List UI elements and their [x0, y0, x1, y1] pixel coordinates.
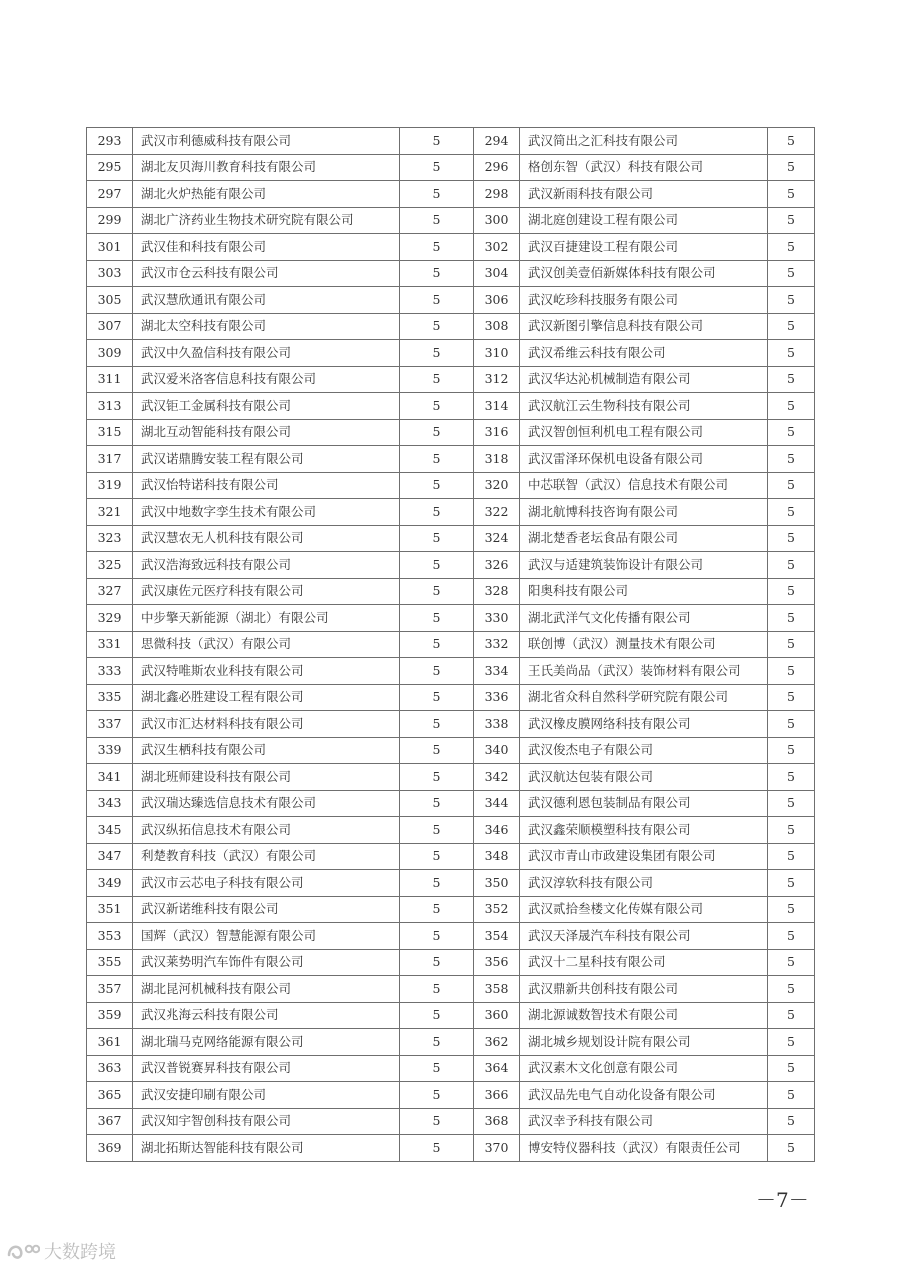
- company-name-cell: 湖北武洋气文化传播有限公司: [520, 605, 768, 632]
- table-row: [87, 817, 815, 844]
- table-row: [87, 790, 815, 817]
- table-row: [87, 976, 815, 1003]
- company-name-cell: 武汉佳和科技有限公司: [133, 234, 400, 261]
- row-number-cell: 350: [474, 870, 520, 897]
- row-number-cell: 364: [474, 1055, 520, 1082]
- score-cell: 5: [400, 578, 474, 605]
- row-number-cell: 324: [474, 525, 520, 552]
- row-number-cell: 319: [87, 472, 133, 499]
- score-cell: 5: [400, 949, 474, 976]
- company-name-cell: 武汉新雨科技有限公司: [520, 181, 768, 208]
- row-number-cell: 316: [474, 419, 520, 446]
- score-cell: 5: [400, 525, 474, 552]
- company-name-cell: 武汉生栖科技有限公司: [133, 737, 400, 764]
- company-name-cell: 武汉中久盈信科技有限公司: [133, 340, 400, 367]
- row-number-cell: 306: [474, 287, 520, 314]
- score-cell: 5: [400, 684, 474, 711]
- row-number-cell: 354: [474, 923, 520, 950]
- row-number-cell: 334: [474, 658, 520, 685]
- score-cell: 5: [400, 128, 474, 155]
- company-name-cell: 武汉普锐赛昇科技有限公司: [133, 1055, 400, 1082]
- company-name-cell: 武汉淳软科技有限公司: [520, 870, 768, 897]
- row-number-cell: 349: [87, 870, 133, 897]
- row-number-cell: 293: [87, 128, 133, 155]
- table-row: [87, 287, 815, 314]
- score-cell: 5: [768, 949, 815, 976]
- company-name-cell: 武汉航江云生物科技有限公司: [520, 393, 768, 420]
- score-cell: 5: [400, 1055, 474, 1082]
- company-name-cell: 武汉纵拓信息技术有限公司: [133, 817, 400, 844]
- score-cell: 5: [768, 737, 815, 764]
- row-number-cell: 341: [87, 764, 133, 791]
- score-cell: 5: [400, 181, 474, 208]
- table-row: [87, 896, 815, 923]
- table-row: [87, 1002, 815, 1029]
- company-name-cell: 湖北广济药业生物技术研究院有限公司: [133, 207, 400, 234]
- score-cell: 5: [768, 605, 815, 632]
- row-number-cell: 339: [87, 737, 133, 764]
- table-row: [87, 154, 815, 181]
- table-row: [87, 1029, 815, 1056]
- company-name-cell: 武汉新图引擎信息科技有限公司: [520, 313, 768, 340]
- table-row: [87, 207, 815, 234]
- company-name-cell: 湖北火炉热能有限公司: [133, 181, 400, 208]
- row-number-cell: 342: [474, 764, 520, 791]
- score-cell: 5: [400, 658, 474, 685]
- row-number-cell: 352: [474, 896, 520, 923]
- row-number-cell: 329: [87, 605, 133, 632]
- company-name-cell: 博安特仪器科技（武汉）有限责任公司: [520, 1135, 768, 1162]
- table-row: [87, 340, 815, 367]
- table-row: [87, 181, 815, 208]
- company-name-cell: 湖北源诚数智技术有限公司: [520, 1002, 768, 1029]
- table-row: [87, 684, 815, 711]
- company-name-cell: 武汉贰拾叁楼文化传媒有限公司: [520, 896, 768, 923]
- row-number-cell: 307: [87, 313, 133, 340]
- table-row: [87, 393, 815, 420]
- score-cell: 5: [768, 1108, 815, 1135]
- score-cell: 5: [768, 499, 815, 526]
- company-name-cell: 武汉爱米洛客信息科技有限公司: [133, 366, 400, 393]
- score-cell: 5: [768, 525, 815, 552]
- score-cell: 5: [400, 923, 474, 950]
- company-name-cell: 阳奥科技有限公司: [520, 578, 768, 605]
- score-cell: 5: [768, 260, 815, 287]
- score-cell: 5: [400, 499, 474, 526]
- score-cell: 5: [400, 605, 474, 632]
- company-name-cell: 武汉市利德威科技有限公司: [133, 128, 400, 155]
- score-cell: 5: [400, 711, 474, 738]
- company-name-cell: 武汉中地数字孪生技术有限公司: [133, 499, 400, 526]
- row-number-cell: 356: [474, 949, 520, 976]
- watermark-text: 大数跨境: [44, 1242, 116, 1263]
- company-name-cell: 湖北省众科自然科学研究院有限公司: [520, 684, 768, 711]
- row-number-cell: 359: [87, 1002, 133, 1029]
- company-name-cell: 武汉德利恩包装制品有限公司: [520, 790, 768, 817]
- score-cell: 5: [400, 366, 474, 393]
- score-cell: 5: [768, 287, 815, 314]
- company-name-cell: 武汉鑫荣顺模塑科技有限公司: [520, 817, 768, 844]
- row-number-cell: 299: [87, 207, 133, 234]
- score-cell: 5: [768, 1135, 815, 1162]
- score-cell: 5: [768, 552, 815, 579]
- score-cell: 5: [768, 472, 815, 499]
- company-name-cell: 湖北班师建设科技有限公司: [133, 764, 400, 791]
- row-number-cell: 348: [474, 843, 520, 870]
- row-number-cell: 318: [474, 446, 520, 473]
- score-cell: 5: [768, 976, 815, 1003]
- row-number-cell: 297: [87, 181, 133, 208]
- score-cell: 5: [400, 976, 474, 1003]
- row-number-cell: 308: [474, 313, 520, 340]
- score-cell: 5: [400, 631, 474, 658]
- company-name-cell: 格创东智（武汉）科技有限公司: [520, 154, 768, 181]
- score-cell: 5: [400, 287, 474, 314]
- score-cell: 5: [768, 366, 815, 393]
- score-cell: 5: [400, 843, 474, 870]
- score-cell: 5: [400, 790, 474, 817]
- score-cell: 5: [400, 1029, 474, 1056]
- row-number-cell: 309: [87, 340, 133, 367]
- company-name-cell: 湖北楚香老坛食品有限公司: [520, 525, 768, 552]
- score-cell: 5: [768, 817, 815, 844]
- row-number-cell: 302: [474, 234, 520, 261]
- company-name-cell: 湖北航博科技咨询有限公司: [520, 499, 768, 526]
- row-number-cell: 328: [474, 578, 520, 605]
- table-row: [87, 578, 815, 605]
- row-number-cell: 338: [474, 711, 520, 738]
- row-number-cell: 343: [87, 790, 133, 817]
- score-cell: 5: [768, 446, 815, 473]
- score-cell: 5: [768, 764, 815, 791]
- row-number-cell: 367: [87, 1108, 133, 1135]
- row-number-cell: 327: [87, 578, 133, 605]
- company-name-cell: 湖北庭创建设工程有限公司: [520, 207, 768, 234]
- company-name-cell: 武汉安捷印刷有限公司: [133, 1082, 400, 1109]
- company-name-cell: 武汉幸予科技有限公司: [520, 1108, 768, 1135]
- row-number-cell: 321: [87, 499, 133, 526]
- row-number-cell: 336: [474, 684, 520, 711]
- company-name-cell: 思微科技（武汉）有限公司: [133, 631, 400, 658]
- row-number-cell: 337: [87, 711, 133, 738]
- score-cell: 5: [768, 1029, 815, 1056]
- brand-logo-icon: [6, 1240, 40, 1262]
- row-number-cell: 330: [474, 605, 520, 632]
- score-cell: 5: [400, 870, 474, 897]
- score-cell: 5: [768, 896, 815, 923]
- company-name-cell: 武汉市汇达材料科技有限公司: [133, 711, 400, 738]
- company-name-cell: 武汉钜工金属科技有限公司: [133, 393, 400, 420]
- table-row: [87, 737, 815, 764]
- row-number-cell: 347: [87, 843, 133, 870]
- row-number-cell: 340: [474, 737, 520, 764]
- company-name-cell: 王氏美尚品（武汉）装饰材料有限公司: [520, 658, 768, 685]
- watermark: [6, 1238, 116, 1264]
- row-number-cell: 294: [474, 128, 520, 155]
- score-cell: 5: [768, 711, 815, 738]
- table-row: [87, 499, 815, 526]
- score-cell: 5: [400, 1082, 474, 1109]
- table-body: [87, 128, 815, 1162]
- company-name-cell: 武汉华达沁机械制造有限公司: [520, 366, 768, 393]
- score-cell: 5: [768, 207, 815, 234]
- score-cell: 5: [768, 1055, 815, 1082]
- row-number-cell: 344: [474, 790, 520, 817]
- score-cell: 5: [768, 923, 815, 950]
- score-cell: 5: [400, 207, 474, 234]
- row-number-cell: 369: [87, 1135, 133, 1162]
- company-name-cell: 武汉特唯斯农业科技有限公司: [133, 658, 400, 685]
- company-name-cell: 武汉屹珍科技服务有限公司: [520, 287, 768, 314]
- company-name-cell: 武汉怡特诺科技有限公司: [133, 472, 400, 499]
- table-row: [87, 923, 815, 950]
- score-cell: 5: [768, 419, 815, 446]
- table-row: [87, 366, 815, 393]
- company-name-cell: 武汉橡皮膜网络科技有限公司: [520, 711, 768, 738]
- score-cell: 5: [768, 393, 815, 420]
- company-name-cell: 武汉市仓云科技有限公司: [133, 260, 400, 287]
- score-cell: 5: [400, 154, 474, 181]
- score-cell: 5: [400, 737, 474, 764]
- company-name-cell: 武汉品先电气自动化设备有限公司: [520, 1082, 768, 1109]
- company-name-cell: 武汉慧欣通讯有限公司: [133, 287, 400, 314]
- row-number-cell: 361: [87, 1029, 133, 1056]
- row-number-cell: 317: [87, 446, 133, 473]
- score-cell: 5: [400, 313, 474, 340]
- score-cell: 5: [768, 154, 815, 181]
- score-cell: 5: [400, 896, 474, 923]
- table-row: [87, 552, 815, 579]
- score-cell: 5: [400, 817, 474, 844]
- row-number-cell: 312: [474, 366, 520, 393]
- table-row: [87, 1108, 815, 1135]
- score-cell: 5: [768, 234, 815, 261]
- table-row: [87, 260, 815, 287]
- company-name-cell: 武汉康佐元医疗科技有限公司: [133, 578, 400, 605]
- score-cell: 5: [400, 764, 474, 791]
- score-cell: 5: [400, 472, 474, 499]
- company-name-cell: 利楚教育科技（武汉）有限公司: [133, 843, 400, 870]
- score-cell: 5: [400, 1108, 474, 1135]
- row-number-cell: 296: [474, 154, 520, 181]
- table-row: [87, 658, 815, 685]
- score-cell: 5: [768, 658, 815, 685]
- score-cell: 5: [768, 631, 815, 658]
- company-name-cell: 武汉智创恒利机电工程有限公司: [520, 419, 768, 446]
- table-row: [87, 446, 815, 473]
- company-name-cell: 武汉瑞达臻选信息技术有限公司: [133, 790, 400, 817]
- company-name-cell: 武汉雷泽环保机电设备有限公司: [520, 446, 768, 473]
- company-name-cell: 武汉希维云科技有限公司: [520, 340, 768, 367]
- table-row: [87, 234, 815, 261]
- row-number-cell: 314: [474, 393, 520, 420]
- company-name-cell: 武汉浩海致远科技有限公司: [133, 552, 400, 579]
- company-name-cell: 湖北拓斯达智能科技有限公司: [133, 1135, 400, 1162]
- row-number-cell: 370: [474, 1135, 520, 1162]
- company-name-cell: 联创博（武汉）测量技术有限公司: [520, 631, 768, 658]
- table-row: [87, 1055, 815, 1082]
- company-name-cell: 武汉鼎新共创科技有限公司: [520, 976, 768, 1003]
- company-name-cell: 武汉知宇智创科技有限公司: [133, 1108, 400, 1135]
- score-cell: 5: [768, 578, 815, 605]
- table-row: [87, 128, 815, 155]
- company-name-cell: 武汉新诺维科技有限公司: [133, 896, 400, 923]
- row-number-cell: 311: [87, 366, 133, 393]
- row-number-cell: 325: [87, 552, 133, 579]
- score-cell: 5: [400, 446, 474, 473]
- row-number-cell: 322: [474, 499, 520, 526]
- company-name-cell: 湖北城乡规划设计院有限公司: [520, 1029, 768, 1056]
- score-cell: 5: [768, 790, 815, 817]
- table-row: [87, 525, 815, 552]
- row-number-cell: 351: [87, 896, 133, 923]
- row-number-cell: 326: [474, 552, 520, 579]
- table-row: [87, 764, 815, 791]
- row-number-cell: 310: [474, 340, 520, 367]
- score-cell: 5: [768, 181, 815, 208]
- company-name-cell: 武汉莱势明汽车饰件有限公司: [133, 949, 400, 976]
- row-number-cell: 358: [474, 976, 520, 1003]
- company-list-table: [86, 127, 815, 1162]
- company-name-cell: 湖北鑫必胜建设工程有限公司: [133, 684, 400, 711]
- score-cell: 5: [768, 128, 815, 155]
- company-name-cell: 武汉简出之汇科技有限公司: [520, 128, 768, 155]
- company-name-cell: 湖北昆河机械科技有限公司: [133, 976, 400, 1003]
- row-number-cell: 301: [87, 234, 133, 261]
- score-cell: 5: [768, 313, 815, 340]
- row-number-cell: 295: [87, 154, 133, 181]
- table-row: [87, 870, 815, 897]
- row-number-cell: 353: [87, 923, 133, 950]
- company-name-cell: 武汉俊杰电子有限公司: [520, 737, 768, 764]
- page-number: －7－: [756, 1188, 809, 1212]
- company-name-cell: 武汉与适建筑装饰设计有限公司: [520, 552, 768, 579]
- company-name-cell: 武汉市云芯电子科技有限公司: [133, 870, 400, 897]
- row-number-cell: 363: [87, 1055, 133, 1082]
- table-row: [87, 313, 815, 340]
- company-name-cell: 湖北友贝海川教育科技有限公司: [133, 154, 400, 181]
- score-cell: 5: [400, 340, 474, 367]
- row-number-cell: 368: [474, 1108, 520, 1135]
- score-cell: 5: [400, 1002, 474, 1029]
- table-row: [87, 711, 815, 738]
- row-number-cell: 365: [87, 1082, 133, 1109]
- score-cell: 5: [400, 1135, 474, 1162]
- company-name-cell: 武汉兆海云科技有限公司: [133, 1002, 400, 1029]
- row-number-cell: 357: [87, 976, 133, 1003]
- table-row: [87, 472, 815, 499]
- row-number-cell: 323: [87, 525, 133, 552]
- row-number-cell: 303: [87, 260, 133, 287]
- score-cell: 5: [768, 1082, 815, 1109]
- company-name-cell: 武汉天泽晟汽车科技有限公司: [520, 923, 768, 950]
- score-cell: 5: [768, 340, 815, 367]
- row-number-cell: 298: [474, 181, 520, 208]
- row-number-cell: 300: [474, 207, 520, 234]
- company-name-cell: 武汉十二星科技有限公司: [520, 949, 768, 976]
- score-cell: 5: [400, 260, 474, 287]
- table-row: [87, 949, 815, 976]
- company-name-cell: 湖北太空科技有限公司: [133, 313, 400, 340]
- score-cell: 5: [768, 843, 815, 870]
- row-number-cell: 333: [87, 658, 133, 685]
- table-row: [87, 843, 815, 870]
- row-number-cell: 331: [87, 631, 133, 658]
- score-cell: 5: [768, 684, 815, 711]
- row-number-cell: 304: [474, 260, 520, 287]
- row-number-cell: 305: [87, 287, 133, 314]
- score-cell: 5: [400, 393, 474, 420]
- row-number-cell: 320: [474, 472, 520, 499]
- table-row: [87, 1135, 815, 1162]
- company-name-cell: 武汉市青山市政建设集团有限公司: [520, 843, 768, 870]
- row-number-cell: 360: [474, 1002, 520, 1029]
- company-name-cell: 武汉航达包装有限公司: [520, 764, 768, 791]
- company-name-cell: 湖北瑞马克网络能源有限公司: [133, 1029, 400, 1056]
- table-row: [87, 419, 815, 446]
- company-name-cell: 湖北互动智能科技有限公司: [133, 419, 400, 446]
- company-name-cell: 武汉创美壹佰新媒体科技有限公司: [520, 260, 768, 287]
- row-number-cell: 335: [87, 684, 133, 711]
- row-number-cell: 346: [474, 817, 520, 844]
- row-number-cell: 366: [474, 1082, 520, 1109]
- table-row: [87, 1082, 815, 1109]
- company-name-cell: 武汉慧农无人机科技有限公司: [133, 525, 400, 552]
- row-number-cell: 345: [87, 817, 133, 844]
- company-name-cell: 国辉（武汉）智慧能源有限公司: [133, 923, 400, 950]
- company-name-cell: 武汉素木文化创意有限公司: [520, 1055, 768, 1082]
- row-number-cell: 315: [87, 419, 133, 446]
- score-cell: 5: [400, 234, 474, 261]
- row-number-cell: 355: [87, 949, 133, 976]
- score-cell: 5: [768, 1002, 815, 1029]
- company-name-cell: 中芯联智（武汉）信息技术有限公司: [520, 472, 768, 499]
- score-cell: 5: [400, 552, 474, 579]
- row-number-cell: 362: [474, 1029, 520, 1056]
- table-row: [87, 605, 815, 632]
- score-cell: 5: [768, 870, 815, 897]
- row-number-cell: 332: [474, 631, 520, 658]
- company-name-cell: 武汉诺鼎腾安装工程有限公司: [133, 446, 400, 473]
- row-number-cell: 313: [87, 393, 133, 420]
- table-row: [87, 631, 815, 658]
- company-name-cell: 中步擎天新能源（湖北）有限公司: [133, 605, 400, 632]
- score-cell: 5: [400, 419, 474, 446]
- company-name-cell: 武汉百捷建设工程有限公司: [520, 234, 768, 261]
